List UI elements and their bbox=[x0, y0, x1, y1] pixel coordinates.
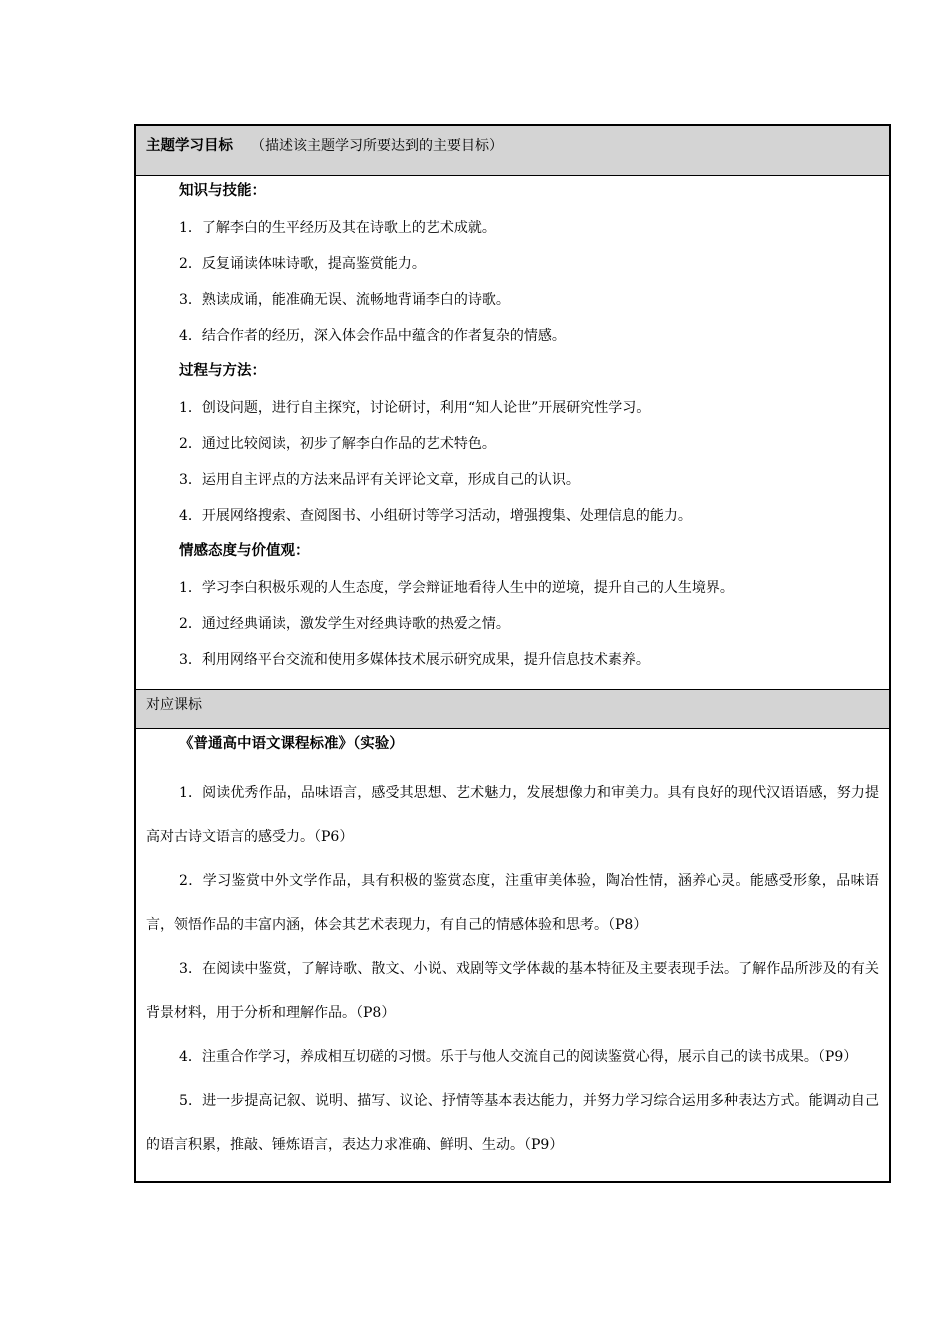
goal-item: 2．通过经典诵读，激发学生对经典诗歌的热爱之情。 bbox=[179, 616, 510, 632]
goal-item: 1．创设问题，进行自主探究，讨论研讨，利用“知人论世”开展研究性学习。 bbox=[179, 400, 651, 416]
standards-section-title: 对应课标 bbox=[146, 697, 202, 713]
standard-paragraph: 4．注重合作学习，养成相互切磋的习惯。乐于与他人交流自己的阅读鉴赏心得，展示自己的读书成果。（P9） bbox=[179, 1049, 858, 1065]
standard-name: 《普通高中语文课程标准》（实验） bbox=[179, 735, 404, 752]
goal-section-header bbox=[136, 126, 889, 176]
goal-item: 2．反复诵读体味诗歌，提高鉴赏能力。 bbox=[179, 256, 426, 272]
group-heading-process: 过程与方法： bbox=[179, 362, 266, 379]
standards-section-body bbox=[136, 729, 889, 1181]
goal-section-body bbox=[136, 176, 889, 689]
goal-item: 3．运用自主评点的方法来品评有关评论文章，形成自己的认识。 bbox=[179, 472, 580, 488]
standard-paragraph: 1．阅读优秀作品，品味语言，感受其思想、艺术魅力，发展想像力和审美力。具有良好的现代汉语语感，努力提高对古诗文语言的感受力。（P6） bbox=[146, 785, 879, 845]
goal-item: 1．学习李白积极乐观的人生态度，学会辩证地看待人生中的逆境，提升自己的人生境界。 bbox=[179, 580, 734, 596]
goal-item: 3．利用网络平台交流和使用多媒体技术展示研究成果，提升信息技术素养。 bbox=[179, 652, 650, 668]
goal-item: 1．了解李白的生平经历及其在诗歌上的艺术成就。 bbox=[179, 220, 496, 236]
goal-section-title: 主题学习目标 bbox=[146, 137, 233, 154]
goal-item: 3．熟读成诵，能准确无误、流畅地背诵李白的诗歌。 bbox=[179, 292, 510, 308]
goal-item: 4．开展网络搜索、查阅图书、小组研讨等学习活动，增强搜集、处理信息的能力。 bbox=[179, 508, 692, 524]
group-heading-attitude: 情感态度与价值观： bbox=[179, 542, 310, 559]
goal-item: 2．通过比较阅读，初步了解李白作品的艺术特色。 bbox=[179, 436, 496, 452]
goal-section-description: （描述该主题学习所要达到的主要目标） bbox=[251, 138, 503, 154]
standard-paragraph: 2．学习鉴赏中外文学作品，具有积极的鉴赏态度，注重审美体验，陶冶性情，涵养心灵。能感受形象，品味语言，领悟作品的丰富内涵，体会其艺术表现力，有自己的情感体验和思考。（P8） bbox=[146, 873, 879, 933]
standards-section-header bbox=[136, 689, 889, 729]
standard-paragraph: 5．进一步提高记叙、说明、描写、议论、抒情等基本表达能力，并努力学习综合运用多种表达方式。能调动自己的语言积累，推敲、锤炼语言，表达力求准确、鲜明、生动。（P9） bbox=[146, 1093, 879, 1153]
group-heading-knowledge: 知识与技能： bbox=[179, 182, 266, 199]
lesson-plan-table bbox=[134, 124, 891, 1183]
standard-paragraph: 3．在阅读中鉴赏，了解诗歌、散文、小说、戏剧等文学体裁的基本特征及主要表现手法。了解作品所涉及的有关背景材料，用于分析和理解作品。（P8） bbox=[146, 961, 879, 1021]
goal-item: 4．结合作者的经历，深入体会作品中蕴含的作者复杂的情感。 bbox=[179, 328, 566, 344]
